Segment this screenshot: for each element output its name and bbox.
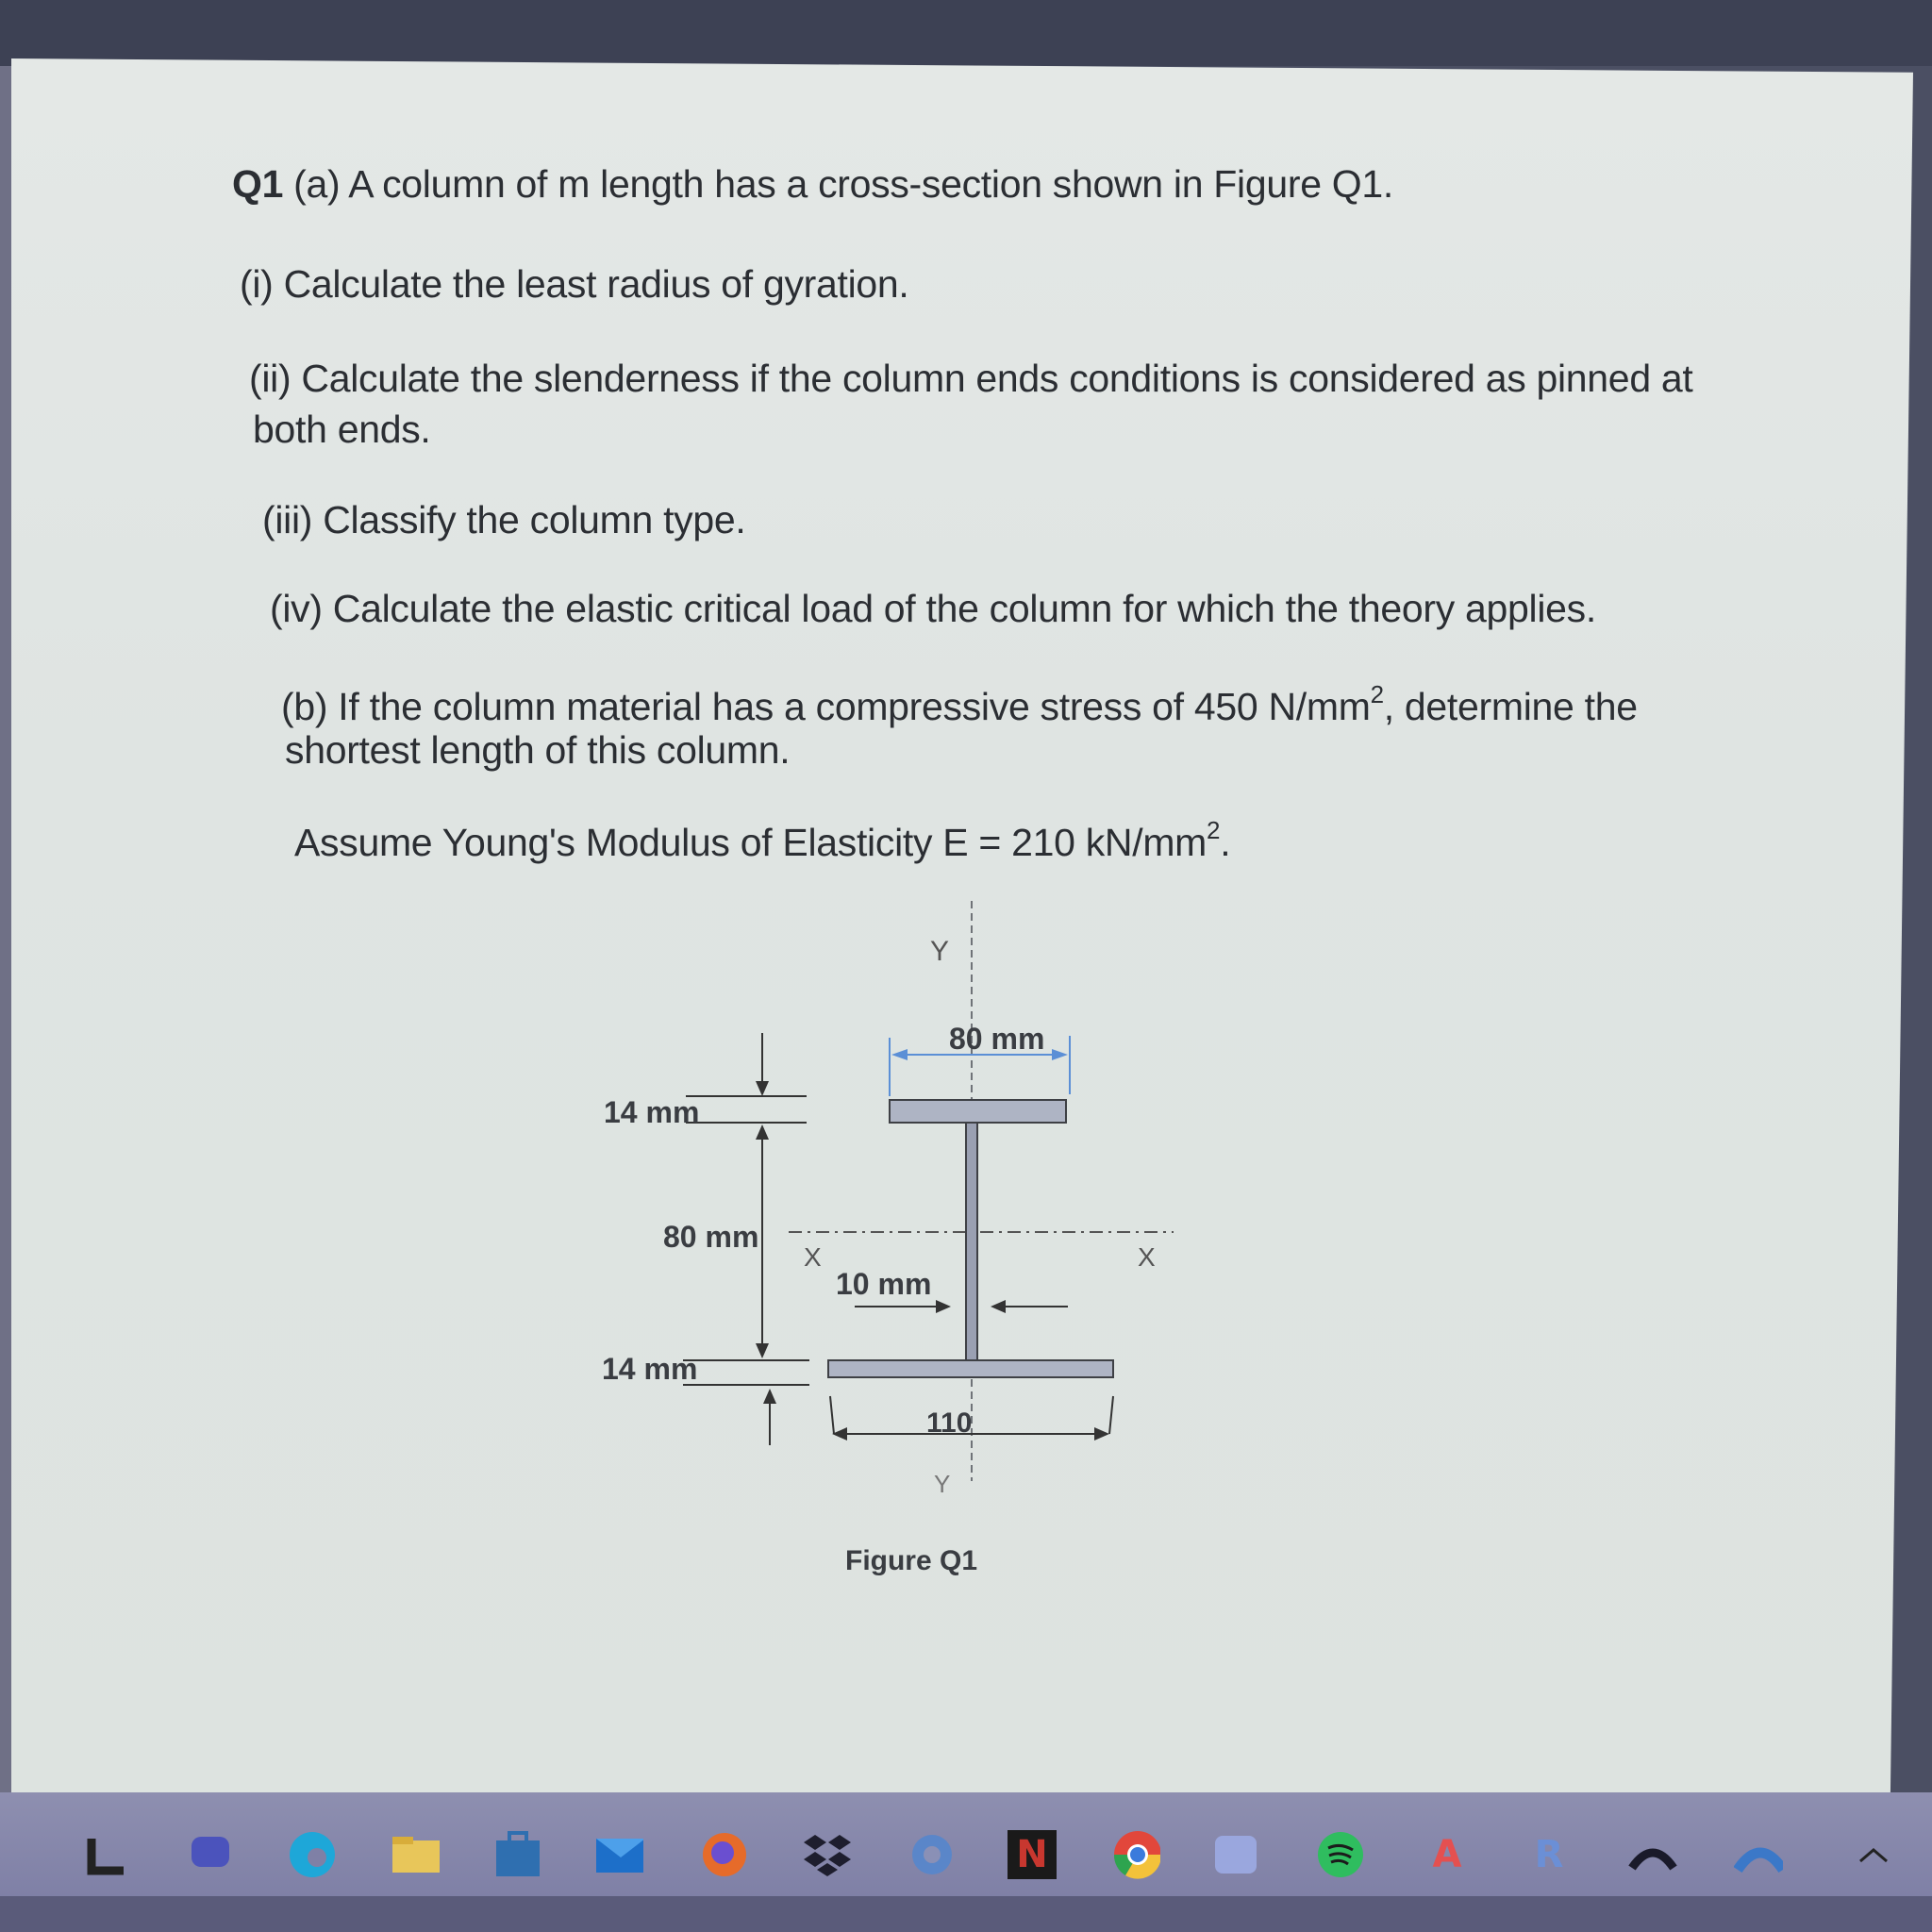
assume-text-post: . (1220, 821, 1231, 864)
top-thickness-arrowhead (756, 1081, 769, 1096)
x-axis-label-left: X (804, 1242, 822, 1272)
part-iii: (iii) Classify the column type. (262, 498, 746, 541)
taskbar-bottom-edge (0, 1896, 1932, 1932)
bottom-width-arrow-right (1094, 1427, 1109, 1441)
top-flange-width-label: 80 mm (949, 1022, 1045, 1056)
x-axis-label-right: X (1138, 1242, 1156, 1272)
part-b-superscript: 2 (1370, 680, 1384, 708)
assume-superscript: 2 (1207, 816, 1221, 844)
arrow-up-alt-icon[interactable] (1734, 1830, 1783, 1879)
part-b-line2: shortest length of this column. (285, 728, 791, 772)
acrobat-icon[interactable]: A (1432, 1833, 1462, 1876)
part-iv: (iv) Calculate the elastic critical load of the column for which the theory applies. (270, 587, 1596, 630)
mail-icon[interactable] (594, 1830, 643, 1879)
top-width-arrow-left (891, 1049, 908, 1060)
chat-icon[interactable] (187, 1830, 236, 1879)
web-height-arrow-bottom (756, 1343, 769, 1358)
web-thickness-arrow-right-head (991, 1300, 1006, 1313)
chrome-icon[interactable] (1111, 1830, 1160, 1879)
tray-chevron-icon[interactable] (1849, 1830, 1898, 1879)
bottom-flange-thickness-label: 14 mm (602, 1352, 698, 1386)
top-width-arrow-right (1052, 1049, 1068, 1060)
spotify-icon[interactable] (1315, 1830, 1364, 1879)
bottom-width-ext-right (1109, 1396, 1113, 1434)
part-ii-line2: both ends. (253, 408, 431, 451)
store-icon[interactable] (492, 1830, 541, 1879)
web (966, 1123, 977, 1360)
file-explorer-icon[interactable] (83, 1830, 132, 1879)
assume-text: Assume Young's Modulus of Elasticity E = 210 kN/mm (294, 821, 1208, 864)
part-b-text-post: , determine the (1383, 685, 1638, 728)
part-ii-line1: (ii) Calculate the slenderness if the column ends conditions is considered as pinned at (249, 357, 1693, 400)
sky-icon[interactable] (1211, 1830, 1260, 1879)
arrow-up-icon[interactable] (1628, 1830, 1677, 1879)
web-thickness-label: 10 mm (836, 1267, 932, 1301)
top-flange-thickness-label: 14 mm (604, 1095, 700, 1129)
web-height-arrow-top (756, 1124, 769, 1140)
onenote-icon[interactable]: N (1008, 1830, 1057, 1879)
edge-browser-icon[interactable] (287, 1830, 336, 1879)
figure-caption: Figure Q1 (845, 1545, 978, 1576)
y-axis-label-bottom: Y (934, 1470, 951, 1498)
web-thickness-arrow-left-head (936, 1300, 951, 1313)
bottom-width-ext-left (830, 1396, 834, 1434)
settings-icon[interactable] (908, 1830, 957, 1879)
folder-icon[interactable] (391, 1830, 440, 1879)
top-flange (890, 1100, 1066, 1123)
part-b-text: (b) If the column material has a compressive stress of 450 N/mm (281, 685, 1371, 728)
web-height-label: 80 mm (663, 1220, 759, 1254)
bottom-flange-width-label: 110 (926, 1407, 973, 1439)
question-number: Q1 (232, 162, 284, 206)
reader-icon[interactable]: R (1534, 1833, 1564, 1876)
bottom-thickness-arrowhead (763, 1389, 776, 1404)
question-intro: (a) A column of m length has a cross-section shown in Figure Q1. (283, 162, 1393, 206)
dropbox-icon[interactable] (802, 1830, 851, 1879)
bottom-flange (828, 1360, 1113, 1377)
firefox-icon[interactable] (700, 1830, 749, 1879)
y-axis-label-top: Y (930, 936, 950, 967)
part-i: (i) Calculate the least radius of gyration. (240, 262, 909, 306)
